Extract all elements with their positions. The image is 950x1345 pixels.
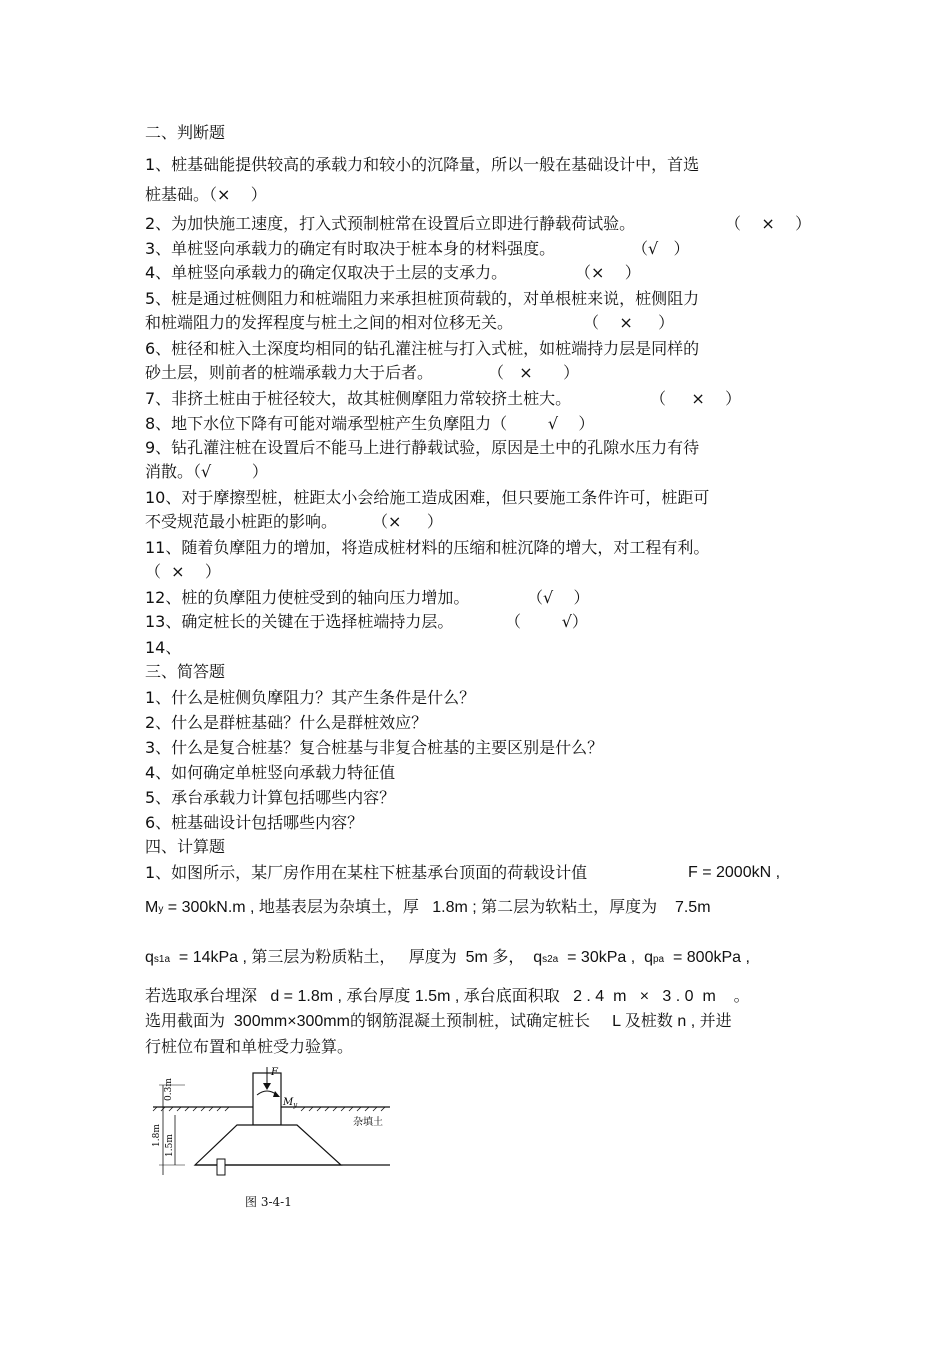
judgment-item-4: 4、单桩竖向承载力的确定仅取决于土层的支承力。 [145, 263, 508, 282]
judgment-item-1-line-2: 桩基础。（× ） [145, 185, 267, 204]
short-answer-item-2: 2、什么是群桩基础？什么是群桩效应？ [145, 713, 428, 732]
dim-label-total: 1.8m [152, 1124, 162, 1147]
calc-line-3-text-3: = 800kPa , [664, 949, 750, 966]
q-subscript-s2a: s2a [542, 954, 559, 965]
judgment-item-14: 14、 [145, 638, 182, 657]
calc-line-1: 1、如图所示，某厂房作用在某柱下桩基承台顶面的荷载设计值 [145, 863, 588, 882]
judgment-item-13: 13、确定桩长的关键在于选择桩端持力层。 [145, 612, 454, 631]
judgment-item-7-answer: （ × ） [650, 389, 742, 408]
judgment-item-6-answer: （ × ） [488, 363, 580, 382]
dim-label-top: 0.3m [164, 1078, 174, 1101]
judgment-item-10-line-2: 不受规范最小桩距的影响。 [145, 512, 338, 531]
judgment-item-5-line-2: 和桩端阻力的发挥程度与桩土之间的相对位移无关。 [145, 313, 514, 332]
judgment-item-12: 12、桩的负摩阻力使桩受到的轴向压力增加。 [145, 588, 470, 607]
section-heading-calculation: 四、计算题 [145, 837, 226, 856]
judgment-item-6-line-2: 砂土层，则前者的桩端承载力大于后者。 [145, 363, 434, 382]
judgment-item-9-line-1: 9、钻孔灌注桩在设置后不能马上进行静载试验，原因是土中的孔隙水压力有待 [145, 438, 700, 457]
judgment-item-3-answer: （√ ） [632, 239, 690, 258]
short-answer-item-3: 3、什么是复合桩基？复合桩基与非复合桩基的主要区别是什么？ [145, 738, 604, 757]
judgment-item-10-answer: （× ） [372, 512, 443, 531]
moment-label-symbol: M [283, 1097, 294, 1108]
calc-line-1-load: F = 2000kN , [688, 864, 781, 881]
section-heading-judgment: 二、判断题 [145, 123, 226, 142]
judgment-item-6-line-1: 6、桩径和桩入土深度均相同的钻孔灌注桩与打入式桩，如桩端持力层是同样的 [145, 339, 700, 358]
judgment-item-5-answer: （ × ） [583, 313, 675, 332]
short-answer-item-1: 1、什么是桩侧负摩阻力？其产生条件是什么？ [145, 688, 476, 707]
judgment-item-13-answer: （ √） [505, 612, 588, 631]
calc-line-5: 选用截面为 300mm×300mm的钢筋混凝土预制桩，试确定桩长 L 及桩数 n , 并进 [145, 1013, 732, 1030]
judgment-item-2-answer: （ × ） [725, 214, 812, 233]
judgment-item-8: 8、地下水位下降有可能对端承型桩产生负摩阻力（ √ ） [145, 414, 595, 433]
dim-label-cap: 1.5m [165, 1134, 175, 1157]
judgment-item-10-line-1: 10、对于摩擦型桩，桩距太小会给施工造成困难，但只要施工条件许可，桩距可 [145, 488, 710, 507]
judgment-item-7: 7、非挤土桩由于桩径较大，故其桩侧摩阻力常较挤土桩大。 [145, 389, 572, 408]
q-subscript-s1a: s1a [153, 954, 171, 965]
figure-caption: 图 3-4-1 [245, 1195, 292, 1209]
judgment-item-5-line-1: 5、桩是通过桩侧阻力和桩端阻力来承担桩顶荷载的，对单根桩来说，桩侧阻力 [145, 289, 700, 308]
moment-label-subscript: y [293, 1101, 298, 1109]
calc-line-3-text-2: = 30kPa , q [558, 949, 653, 966]
moment-label [282, 1097, 298, 1109]
load-label: F [271, 1067, 278, 1078]
judgment-item-3: 3、单桩竖向承载力的确定有时取决于桩本身的材料强度。 [145, 239, 556, 258]
judgment-item-12-answer: （√ ） [527, 588, 590, 607]
judgment-item-4-answer: （× ） [575, 263, 641, 282]
short-answer-item-6: 6、桩基础设计包括哪些内容？ [145, 813, 364, 832]
calc-line-3 [145, 948, 750, 970]
calc-line-3-text-1: = 14kPa , 第三层为粉质粘土， 厚度为 5m 多， q [170, 949, 543, 966]
judgment-item-11-line-2: （ × ） [145, 562, 221, 581]
q-symbol-1: q [145, 949, 154, 966]
q-subscript-pa: pa [652, 954, 665, 965]
fill-soil-label: 杂填土 [353, 1117, 383, 1128]
judgment-item-11-line-1: 11、随着负摩阻力的增加，将造成桩材料的压缩和桩沉降的增大，对工程有利。 [145, 538, 710, 557]
calc-line-4: 若选取承台埋深 d = 1.8m , 承台厚度 1.5m , 承台底面积取 2 . 4 m × 3 . 0 m 。 [145, 988, 750, 1005]
calc-line-2-text: = 300kN.m , 地基表层为杂填土，厚 1.8m ; 第二层为软粘土，厚度为 7.5m [163, 899, 711, 916]
section-heading-short-answer: 三、简答题 [145, 662, 226, 681]
short-answer-item-4: 4、如何确定单桩竖向承载力特征值 [145, 763, 396, 782]
judgment-item-2: 2、为加快施工速度，打入式预制桩常在设置后立即进行静载荷试验。 [145, 214, 636, 233]
moment-symbol: M [145, 899, 159, 916]
moment-subscript: y [158, 904, 164, 915]
calc-line-6: 行桩位布置和单桩受力验算。 [145, 1037, 354, 1056]
short-answer-item-5: 5、承台承载力计算包括哪些内容？ [145, 788, 396, 807]
judgment-item-1-line-1: 1、桩基础能提供较高的承载力和较小的沉降量，所以一般在基础设计中，首选 [145, 155, 700, 174]
judgment-item-9-line-2: 消散。（√ ） [145, 462, 268, 481]
calc-line-2 [145, 898, 711, 920]
